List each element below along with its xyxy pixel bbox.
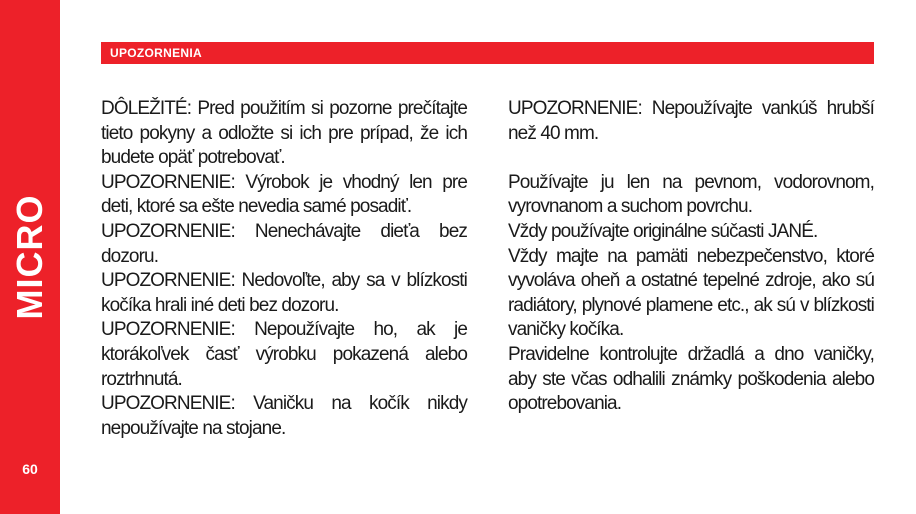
paragraph: UPOZORNENIE: Nedovoľte, aby sa v blízkosti kočíka hrali iné deti bez dozoru. — [101, 270, 467, 316]
paragraph: UPOZORNENIE: Vaničku na kočík nikdy nepoužívajte na stojane. — [101, 393, 467, 439]
sidebar-title: MICRO — [9, 194, 50, 320]
sidebar — [0, 0, 60, 514]
section-title: UPOZORNENIA — [110, 46, 202, 60]
paragraph-spacer — [508, 146, 874, 171]
section-header-bar — [101, 42, 874, 64]
paragraph: UPOZORNENIE: Nenechávajte dieťa bez dozoru. — [101, 220, 467, 267]
paragraph: Pravidelne kontrolujte držadlá a dno vaničky, aby ste včas odhalili známky poškodenia alebo opotrebovania. — [508, 343, 874, 415]
page-number: 60 — [22, 461, 38, 477]
paragraph: DÔLEŽITÉ: Pred použitím si pozorne prečítajte tieto pokyny a odložte si ich pre prípad, že ich budete opäť potrebovať. — [101, 98, 467, 169]
paragraph: Vždy používajte originálne súčasti JANÉ. — [508, 220, 818, 242]
paragraph: Vždy majte na pamäti nebezpečenstvo, ktoré vyvoláva oheň a ostatné tepelné zdroje, ako sú radiátory, plynové plamene etc., ak sú v blízkosti vaničky kočíka. — [508, 245, 874, 341]
paragraph: Používajte ju len na pevnom, vodorovnom, vyrovnanom a suchom povrchu. — [508, 171, 874, 218]
paragraph: UPOZORNENIE: Výrobok je vhodný len pre deti, ktoré sa ešte nevedia samé posadiť. — [101, 171, 467, 218]
paragraph: UPOZORNENIE: Nepoužívajte ho, ak je ktorákoľvek časť výrobku pokazená alebo roztrhnutá. — [101, 319, 467, 390]
right-column — [508, 97, 874, 417]
left-column — [101, 97, 467, 441]
paragraph: UPOZORNENIE: Nepoužívajte vankúš hrubší než 40 mm. — [508, 98, 874, 144]
